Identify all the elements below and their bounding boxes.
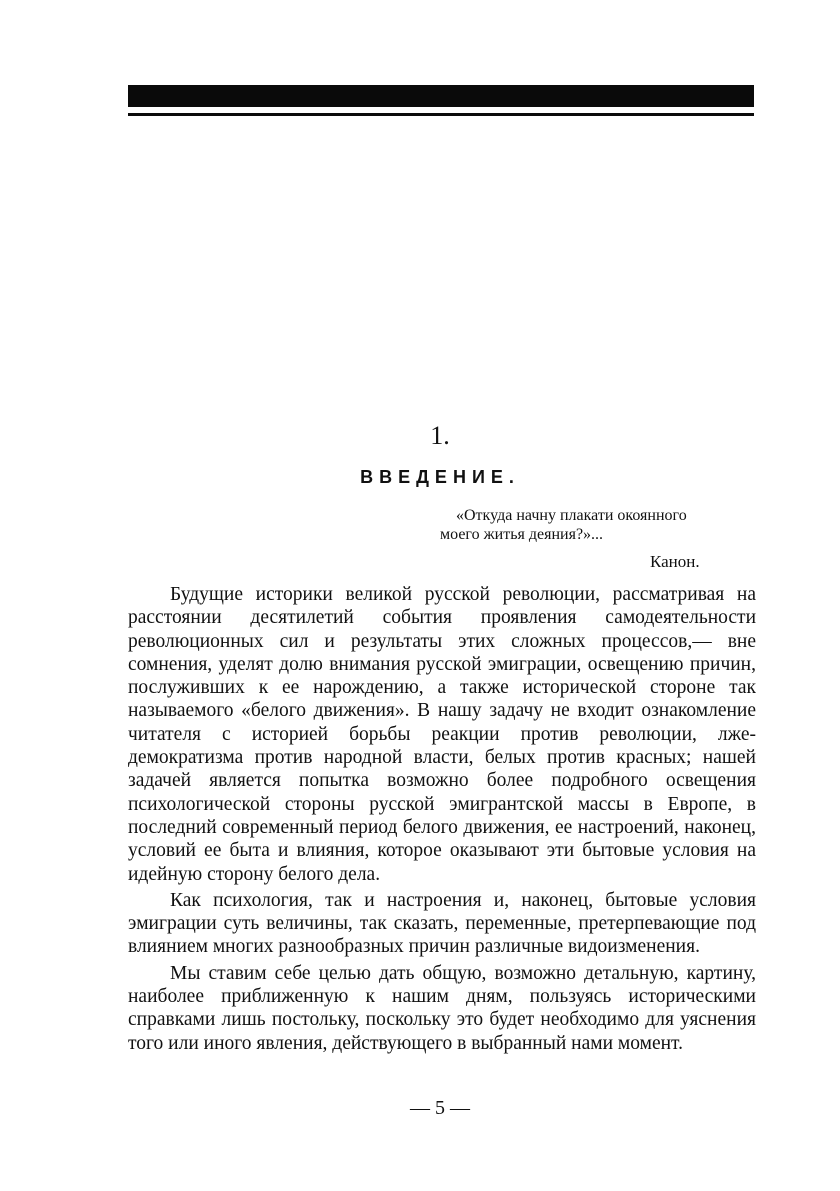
paragraph-2: Как психология, так и настроения и, наконец, бытовые условия эмиграции суть величины, так сказать, переменные, претерпевающие под влиянием многих разнообразных причин различные видоизменения. <box>128 889 756 958</box>
chapter-title: ВВЕДЕНИЕ. <box>360 467 520 487</box>
header-rule-thick <box>128 85 754 107</box>
page-number: — 5 — <box>410 1097 470 1119</box>
chapter-number: 1. <box>430 421 450 450</box>
paragraph-3: Мы ставим себе целью дать общую, возможно детальную, картину, наиболее приближенную к нашим дням, пользуясь историческими справками лишь постольку, поскольку это будет необходимо для уяснения того или иного явления, действующего в выбранный нами момент. <box>128 962 756 1054</box>
header-rule-thin <box>128 113 754 116</box>
epigraph <box>440 506 760 544</box>
epigraph-line-1: «Откуда начну плакати окоянного <box>456 507 687 524</box>
body-text <box>128 583 756 1058</box>
paragraph-1: Будущие историки великой русской революции, рассматривая на расстоянии десятилетий события проявления самодеятельности революционных сил и результаты этих сложных процессов,— вне сомнения, уделят долю внимания русской эмиграции, освещению причин, послуживших к ее нарождению, а также исторической стороне так называемого «белого движения». В нашу задачу не входит ознакомление читателя с историей борьбы реакции против революции, лже-демократизма против народной власти, белых против красных; нашей задачей является попытка возможно более подробного освещения психологической стороны русской эмигрантской массы в Европе, в последний современный период белого движения, ее настроений, наконец, условий ее быта и влияния, которое оказывают эти бытовые условия на идейную сторону белого дела. <box>128 584 756 885</box>
epigraph-source: Канон. <box>650 552 700 571</box>
epigraph-line-2: моего житья деяния?»... <box>440 526 604 543</box>
